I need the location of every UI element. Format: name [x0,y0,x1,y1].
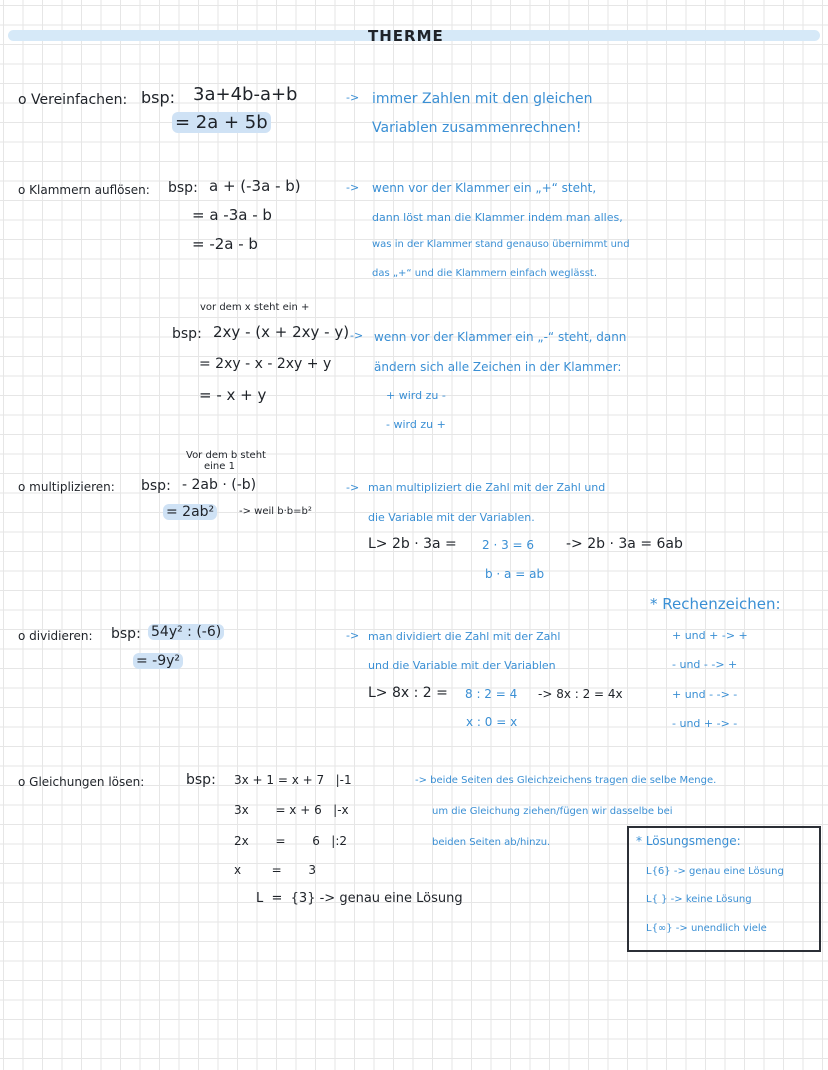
dividieren-note-1: man dividiert die Zahl mit der Zahl [368,630,561,643]
rechenzeichen-row-3: + und - -> - [672,688,738,701]
gleichung-line-2: 3x = x + 6 |-x [234,803,349,817]
loesungsmenge-row-1: L{6} -> genau eine Lösung [646,866,784,877]
multi-result-text: = 2ab² [163,504,217,520]
gleichung-note-3: beiden Seiten ab/hinzu. [432,837,551,848]
rechenzeichen-row-1: + und + -> + [672,629,748,642]
klammern-note-1: wenn vor der Klammer ein „+“ steht, [372,181,597,195]
dividieren-result-text: = -9y² [133,653,183,669]
vereinfachen-label: o Vereinfachen: [18,92,128,108]
multi-hint-2: eine 1 [204,461,235,472]
dividieren-bsp: bsp: [111,626,141,642]
klammern-note-4: das „+“ und die Klammern einfach weglässt. [372,268,598,279]
klammern-expr-2: 2xy - (x + 2xy - y) [213,323,350,341]
gleichung-note-1: -> beide Seiten des Gleichzeichens tragen die selbe Menge. [415,775,717,786]
loesungsmenge-row-3: L{∞} -> unendlich viele [646,923,767,934]
multi-ex-2: 2 · 3 = 6 [482,538,535,552]
dividieren-ex-4: x : 0 = x [466,715,518,729]
multi-bsp: bsp: [141,478,171,494]
multi-ex-1: L> 2b · 3a = [368,536,457,552]
klammern-bsp: bsp: [168,180,198,196]
klammern-line-2: = a -3a - b [192,206,272,224]
multi-ex-3: -> 2b · 3a = 6ab [566,536,683,552]
gleichung-bsp: bsp: [186,772,216,788]
vereinfachen-note-1: immer Zahlen mit den gleichen [372,91,593,107]
multi-because: -> weil b·b=b² [239,506,312,517]
vereinfachen-result-text: = 2a + 5b [172,112,271,133]
klammern-arrow-2: -> [350,329,364,342]
klammern-rule-2: - wird zu + [386,418,446,431]
vereinfachen-note-2: Variablen zusammenrechnen! [372,120,582,136]
dividieren-result [133,654,183,668]
rechenzeichen-row-2: - und - -> + [672,658,738,671]
dividieren-expr [148,625,224,639]
dividieren-ex-1: L> 8x : 2 = [368,685,448,701]
multi-result [163,505,217,519]
klammern-hint: vor dem x steht ein + [200,302,310,313]
klammern-label: o Klammern auflösen: [18,183,150,197]
gleichung-line-1: 3x + 1 = x + 7 |-1 [234,773,352,787]
klammern-bsp-2: bsp: [172,326,202,342]
klammern-expr: a + (-3a - b) [209,177,301,195]
klammern-note-5: wenn vor der Klammer ein „-“ steht, dann [374,330,627,344]
klammern-rule-1: + wird zu - [386,389,446,402]
gleichung-solution: L = {3} -> genau eine Lösung [256,891,463,906]
dividieren-arrow: -> [346,629,360,642]
multi-label: o multiplizieren: [18,480,115,494]
klammern-note-3: was in der Klammer stand genauso übernimmt und [372,239,630,250]
klammern-note-6: ändern sich alle Zeichen in der Klammer: [374,360,622,374]
loesungsmenge-title: * Lösungsmenge: [636,834,741,848]
page-title: THERME [368,27,444,45]
klammern-line-4: = 2xy - x - 2xy + y [199,356,332,372]
klammern-line-3: = -2a - b [192,235,258,253]
rechenzeichen-row-4: - und + -> - [672,717,738,730]
gleichung-line-4: x = 3 [234,863,317,877]
multi-arrow: -> [346,481,360,494]
klammern-note-2: dann löst man die Klammer indem man alles, [372,211,623,224]
gleichung-label: o Gleichungen lösen: [18,775,145,789]
loesungsmenge-row-2: L{ } -> keine Lösung [646,894,752,905]
multi-expr: - 2ab · (-b) [182,477,257,493]
vereinfachen-bsp: bsp: [141,88,176,107]
dividieren-label: o dividieren: [18,629,93,643]
multi-ex-4: b · a = ab [485,567,545,581]
gleichung-note-2: um die Gleichung ziehen/fügen wir dasselbe bei [432,806,673,817]
vereinfachen-result [172,114,271,132]
dividieren-expr-text: 54y² : (-6) [148,624,224,640]
klammern-line-5: = - x + y [199,386,267,404]
dividieren-ex-3: -> 8x : 2 = 4x [538,687,623,701]
dividieren-note-2: und die Variable mit der Variablen [368,659,556,672]
vereinfachen-arrow: -> [346,91,360,104]
dividieren-ex-2: 8 : 2 = 4 [465,687,518,701]
vereinfachen-expr: 3a+4b-a+b [193,84,298,105]
multi-note-2: die Variable mit der Variablen. [368,511,535,524]
gleichung-line-3: 2x = 6 |:2 [234,834,347,848]
multi-hint-1: Vor dem b steht [186,450,266,461]
rechenzeichen-title: * Rechenzeichen: [650,595,781,613]
multi-note-1: man multipliziert die Zahl mit der Zahl und [368,481,606,494]
klammern-arrow-1: -> [346,181,360,194]
